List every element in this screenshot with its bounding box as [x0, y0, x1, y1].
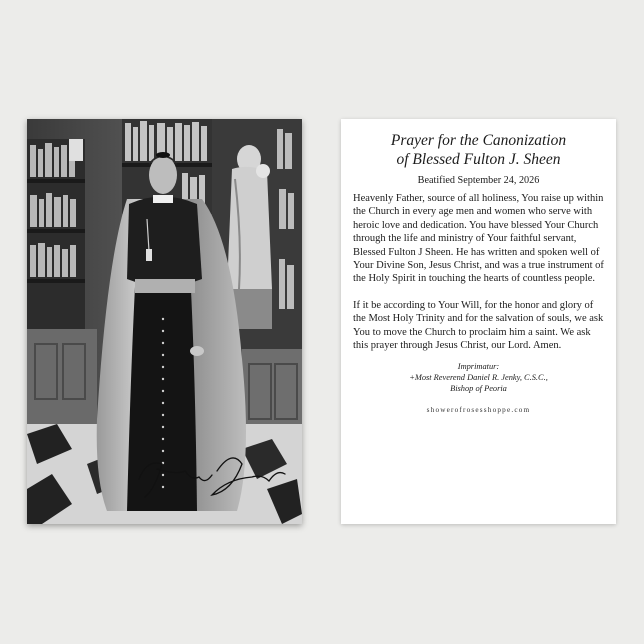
left-bookshelf: [27, 139, 85, 329]
beatified-date: Beatified September 24, 2026: [417, 175, 540, 186]
website-url: showerofrosesshoppe.com: [426, 406, 531, 415]
prayer-paragraph-1: Heavenly Father, source of all holiness, You raise up within the Church in every age men and women who serve with heroic love and dedication. You have blessed Your Church through the life and ministry of Your faithful servant, Blessed Fulton J Sheen. He has written and spoken well of Your Divine Son, Jesus Christ, and was a true instrument of the Holy Spirit in touching the hearts of countless people.: [353, 193, 604, 285]
imprimatur-name: +Most Reverend Daniel R. Jenky, C.S.C.,: [409, 373, 548, 383]
imprimatur-block: [353, 361, 604, 394]
prayer-title: [353, 131, 604, 169]
prayer-card: [341, 119, 616, 524]
imprimatur-title: Bishop of Peoria: [450, 384, 507, 394]
title-line-2: of Blessed Fulton J. Sheen: [396, 151, 561, 168]
title-line-1: Prayer for the Canonization: [390, 132, 567, 149]
imprimatur-label: Imprimatur:: [457, 362, 500, 372]
bishop-photo: [27, 119, 302, 524]
prayer-paragraph-2: If it be according to Your Will, for the honor and glory of the Most Holy Trinity and for the salvation of souls, we ask You to move the Church to proclaim him a saint. We ask this prayer through Jesus Christ, our Lord. Amen.: [353, 299, 604, 352]
photo-card: [27, 119, 302, 524]
